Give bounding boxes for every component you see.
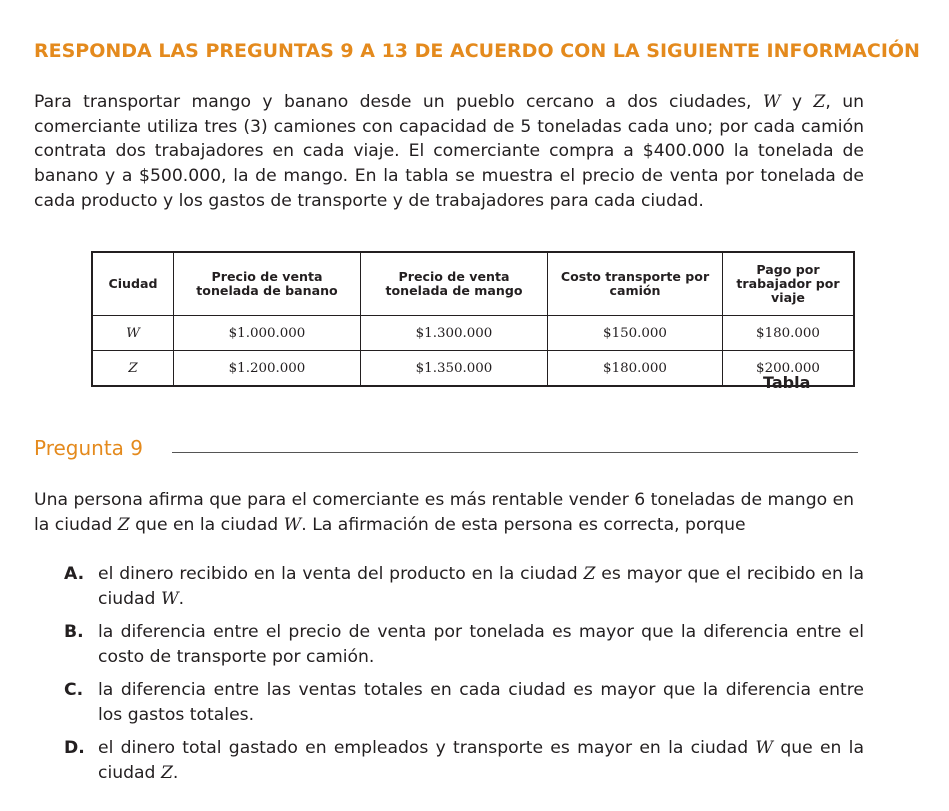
answer-option-c[interactable]	[64, 678, 864, 728]
answer-option-d[interactable]	[64, 736, 864, 786]
table-row	[92, 316, 854, 351]
data-table	[91, 251, 855, 387]
table-header-row	[92, 252, 854, 316]
option-letter: D.	[64, 738, 85, 758]
section-heading: RESPONDA LAS PREGUNTAS 9 A 13 DE ACUERDO CON LA SIGUIENTE INFORMACIÓN	[34, 40, 920, 62]
table-cell: Z	[92, 351, 174, 387]
intro-paragraph: Para transportar mango y banano desde un pueblo cercano a dos ciudades, W y Z, un comerciante utiliza tres (3) camiones con capacidad de 5 toneladas cada uno; por cada camión contrata dos trabajadores en cada viaje. El comerciante compra a $400.000 la tonelada de banano y a $500.000, la de mango. En la tabla se muestra el precio de venta por tonelada de cada producto y los gastos de transporte y de trabajadores para cada ciudad.	[34, 92, 864, 211]
divider	[172, 452, 858, 453]
table-cell: W	[92, 316, 174, 351]
table-header: Precio de venta tonelada de mango	[361, 252, 548, 316]
table-cell: $150.000	[548, 316, 723, 351]
data-table-container	[91, 251, 855, 387]
option-text: el dinero total gastado en empleados y transporte es mayor en la ciudad W que en la ciudad Z.	[98, 738, 864, 783]
option-text: el dinero recibido en la venta del producto en la ciudad Z es mayor que el recibido en la ciudad W.	[98, 564, 865, 609]
table-cell: $1.000.000	[174, 316, 361, 351]
table-row	[92, 351, 854, 387]
question-text: Una persona afirma que para el comerciante es más rentable vender 6 toneladas de mango en la ciudad Z que en la ciudad W. La afirmación de esta persona es correcta, porque	[34, 490, 855, 535]
table-header: Pago por trabajador por viaje	[723, 252, 855, 316]
table-cell: $1.300.000	[361, 316, 548, 351]
option-text: la diferencia entre el precio de venta por tonelada es mayor que la diferencia entre el costo de transporte por camión.	[98, 622, 864, 667]
option-letter: A.	[64, 564, 85, 584]
option-letter: B.	[64, 622, 84, 642]
table-header: Costo transporte por camión	[548, 252, 723, 316]
table-cell: $1.200.000	[174, 351, 361, 387]
option-text: la diferencia entre las ventas totales en cada ciudad es mayor que la diferencia entre los gastos totales.	[98, 680, 864, 725]
table-cell: $1.350.000	[361, 351, 548, 387]
table-caption: Tabla	[763, 373, 811, 392]
option-letter: C.	[64, 680, 84, 700]
table-header: Precio de venta tonelada de banano	[174, 252, 361, 316]
table-cell: $180.000	[548, 351, 723, 387]
answer-options	[64, 562, 864, 794]
table-header: Ciudad	[92, 252, 174, 316]
table-cell: $200.000	[723, 351, 855, 387]
answer-option-a[interactable]	[64, 562, 864, 612]
question-title: Pregunta 9	[34, 436, 144, 460]
answer-option-b[interactable]	[64, 620, 864, 670]
table-cell: $180.000	[723, 316, 855, 351]
